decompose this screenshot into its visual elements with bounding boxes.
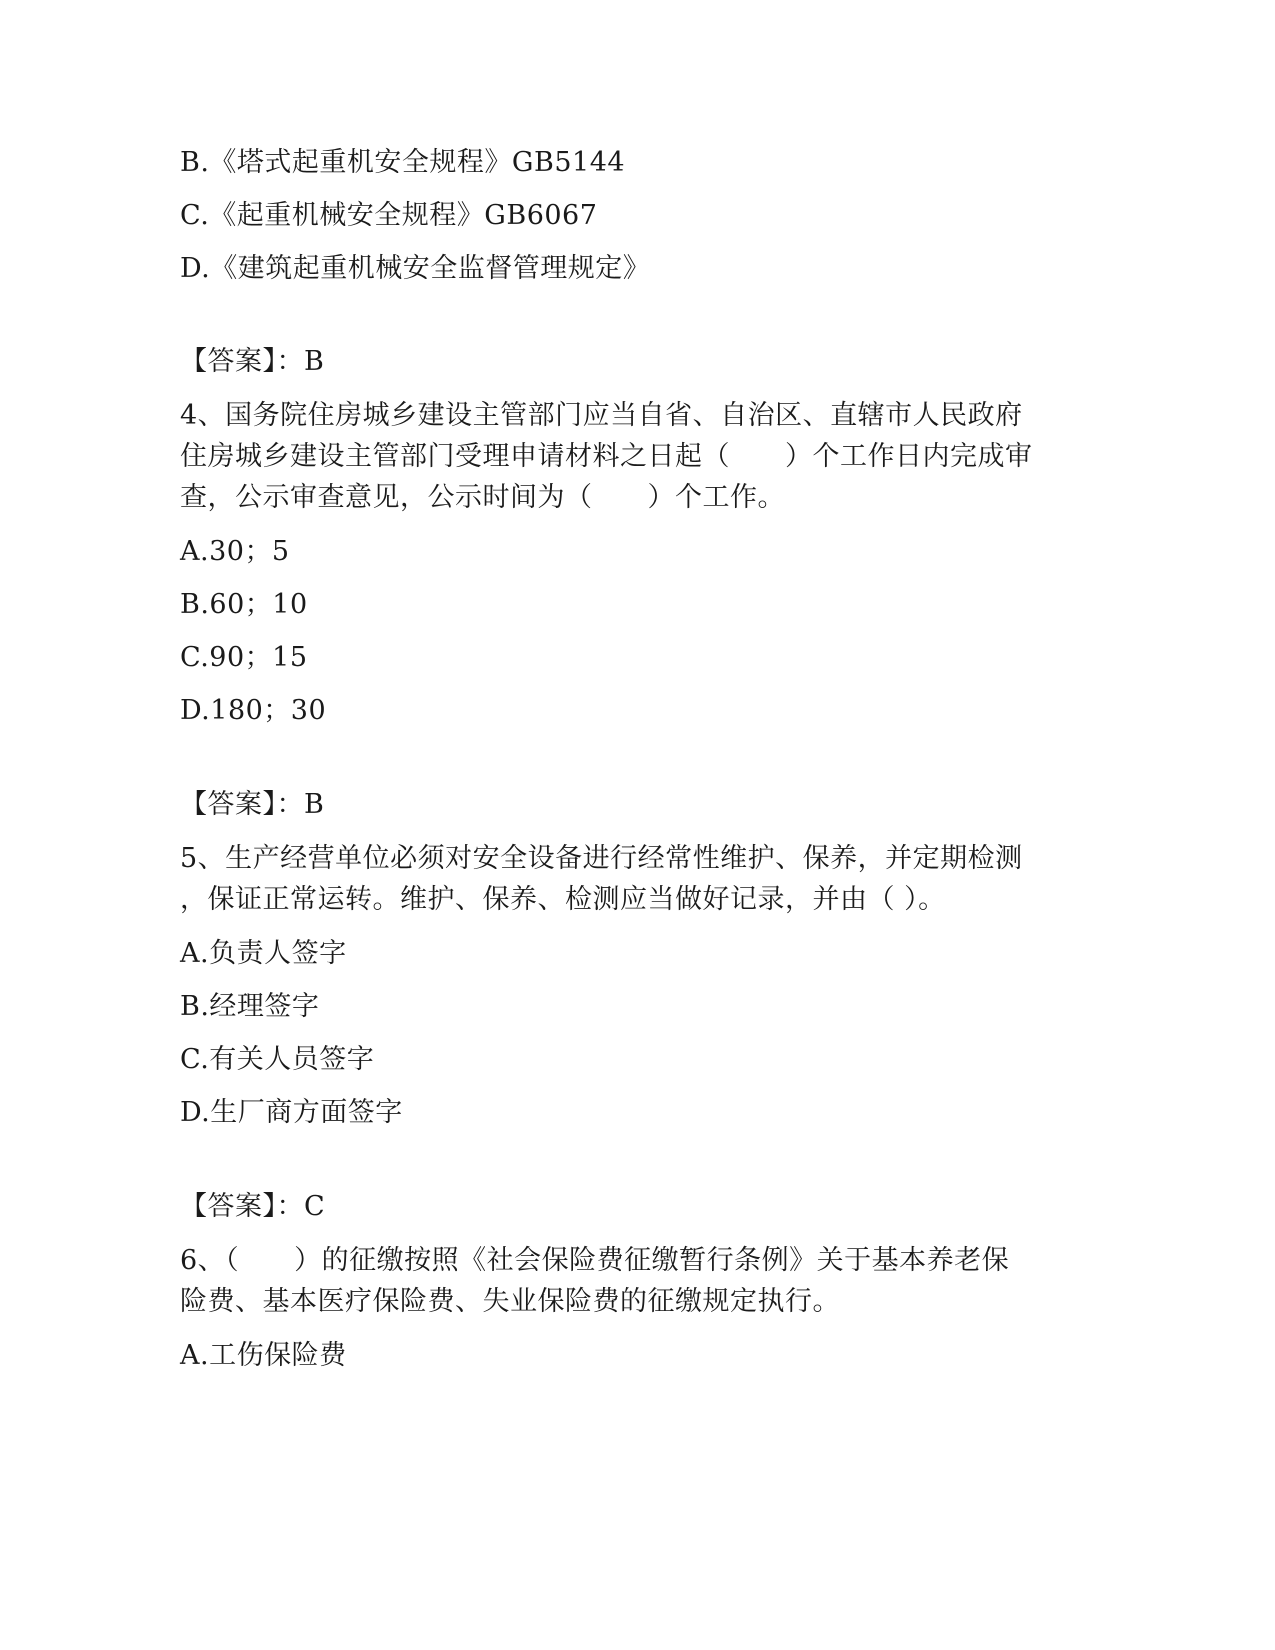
q4-stem-line-1: 4、国务院住房城乡建设主管部门应当自省、自治区、直辖市人民政府 bbox=[180, 400, 1023, 431]
q5-stem-line-1: 5、生产经营单位必须对安全设备进行经常性维护、保养，并定期检测 bbox=[180, 843, 1023, 874]
q5-option-d: D.生厂商方面签字 bbox=[180, 1097, 403, 1128]
q3-option-d: D.《建筑起重机械安全监督管理规定》 bbox=[180, 253, 651, 284]
q4-option-a: A.30；5 bbox=[180, 536, 290, 567]
q4-answer: 【答案】：B bbox=[180, 789, 325, 820]
q6-option-a: A.工伤保险费 bbox=[180, 1340, 347, 1371]
q3-option-c: C.《起重机械安全规程》GB6067 bbox=[180, 200, 598, 231]
q5-option-c: C.有关人员签字 bbox=[180, 1044, 375, 1075]
q5-option-a: A.负责人签字 bbox=[180, 938, 347, 969]
q6-stem-line-1: 6、（ ）的征缴按照《社会保险费征缴暂行条例》关于基本养老保 bbox=[180, 1245, 1010, 1276]
q4-option-b: B.60；10 bbox=[180, 589, 308, 620]
q4-option-d: D.180；30 bbox=[180, 695, 327, 726]
q3-option-b: B.《塔式起重机安全规程》GB5144 bbox=[180, 147, 626, 178]
q5-answer: 【答案】：C bbox=[180, 1191, 326, 1222]
q5-stem-line-2: ，保证正常运转。维护、保养、检测应当做好记录，并由（ ）。 bbox=[180, 884, 946, 915]
q5-option-b: B.经理签字 bbox=[180, 991, 320, 1022]
q4-option-c: C.90；15 bbox=[180, 642, 308, 673]
q4-stem-line-2: 住房城乡建设主管部门受理申请材料之日起（ ）个工作日内完成审 bbox=[180, 441, 1033, 472]
q4-stem-line-3: 查，公示审查意见，公示时间为（ ）个工作。 bbox=[180, 482, 785, 513]
q3-answer: 【答案】：B bbox=[180, 346, 325, 377]
q6-stem-line-2: 险费、基本医疗保险费、失业保险费的征缴规定执行。 bbox=[180, 1286, 840, 1317]
